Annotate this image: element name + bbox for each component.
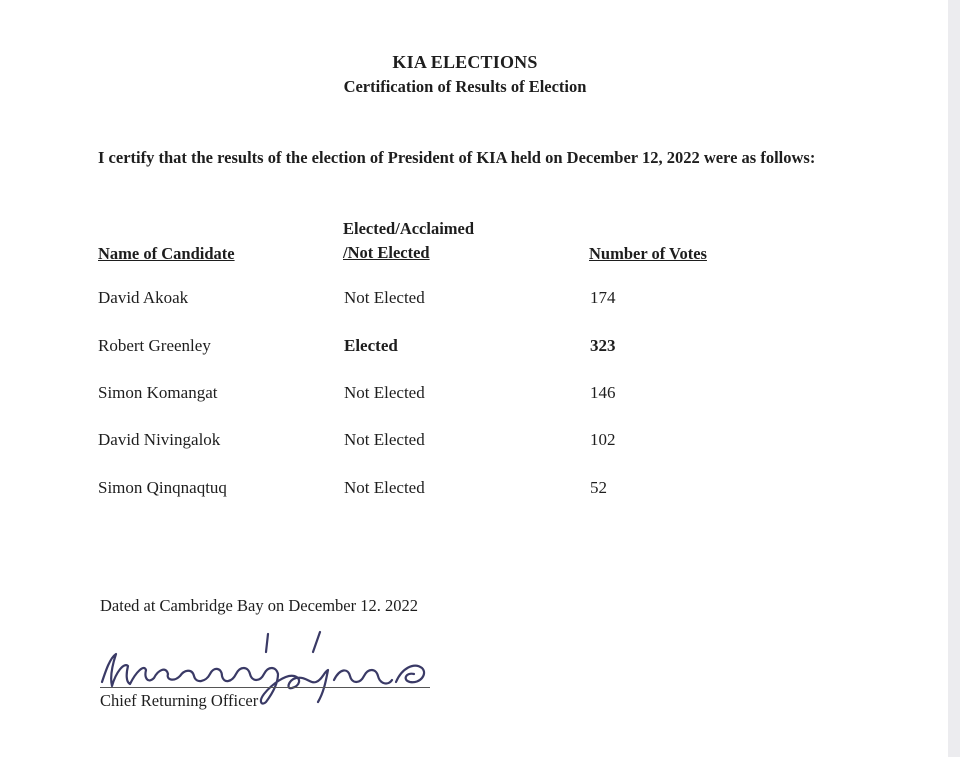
- column-header-votes-label: Number of Votes: [589, 244, 707, 263]
- column-header-votes: [589, 242, 707, 266]
- certification-statement: I certify that the results of the election of President of KIA held on December 12, 2022 were as follows:: [98, 148, 816, 167]
- signature-line: [100, 687, 430, 688]
- document-title: KIA ELECTIONS: [392, 52, 538, 72]
- column-header-status: [343, 217, 474, 265]
- document-subtitle: Certification of Results of Election: [343, 77, 587, 96]
- column-header-name: [98, 242, 235, 266]
- candidate-votes: 102: [590, 430, 616, 449]
- candidate-votes: 174: [590, 288, 616, 307]
- candidate-name: Robert Greenley: [98, 336, 211, 355]
- candidate-name: David Nivingalok: [98, 430, 221, 449]
- column-header-status-line1: Elected/Acclaimed: [343, 219, 475, 238]
- candidate-name: David Akoak: [98, 288, 189, 307]
- candidate-votes: 52: [590, 478, 607, 497]
- officer-title: Chief Returning Officer: [100, 691, 259, 710]
- column-header-name-label: Name of Candidate: [98, 244, 235, 263]
- candidate-name: Simon Qinqnaqtuq: [98, 478, 227, 497]
- candidate-status: Not Elected: [344, 478, 425, 497]
- candidate-status: Not Elected: [344, 288, 425, 307]
- candidate-votes: 323: [590, 336, 616, 355]
- column-header-status-line2: /Not Elected: [343, 243, 430, 262]
- dated-statement: Dated at Cambridge Bay on December 12. 2022: [100, 596, 418, 615]
- candidate-votes: 146: [590, 383, 616, 402]
- page-margin: [948, 0, 960, 757]
- candidate-name: Simon Komangat: [98, 383, 218, 402]
- candidate-status: Elected: [344, 336, 398, 355]
- candidate-status: Not Elected: [344, 430, 425, 449]
- candidate-status: Not Elected: [344, 383, 425, 402]
